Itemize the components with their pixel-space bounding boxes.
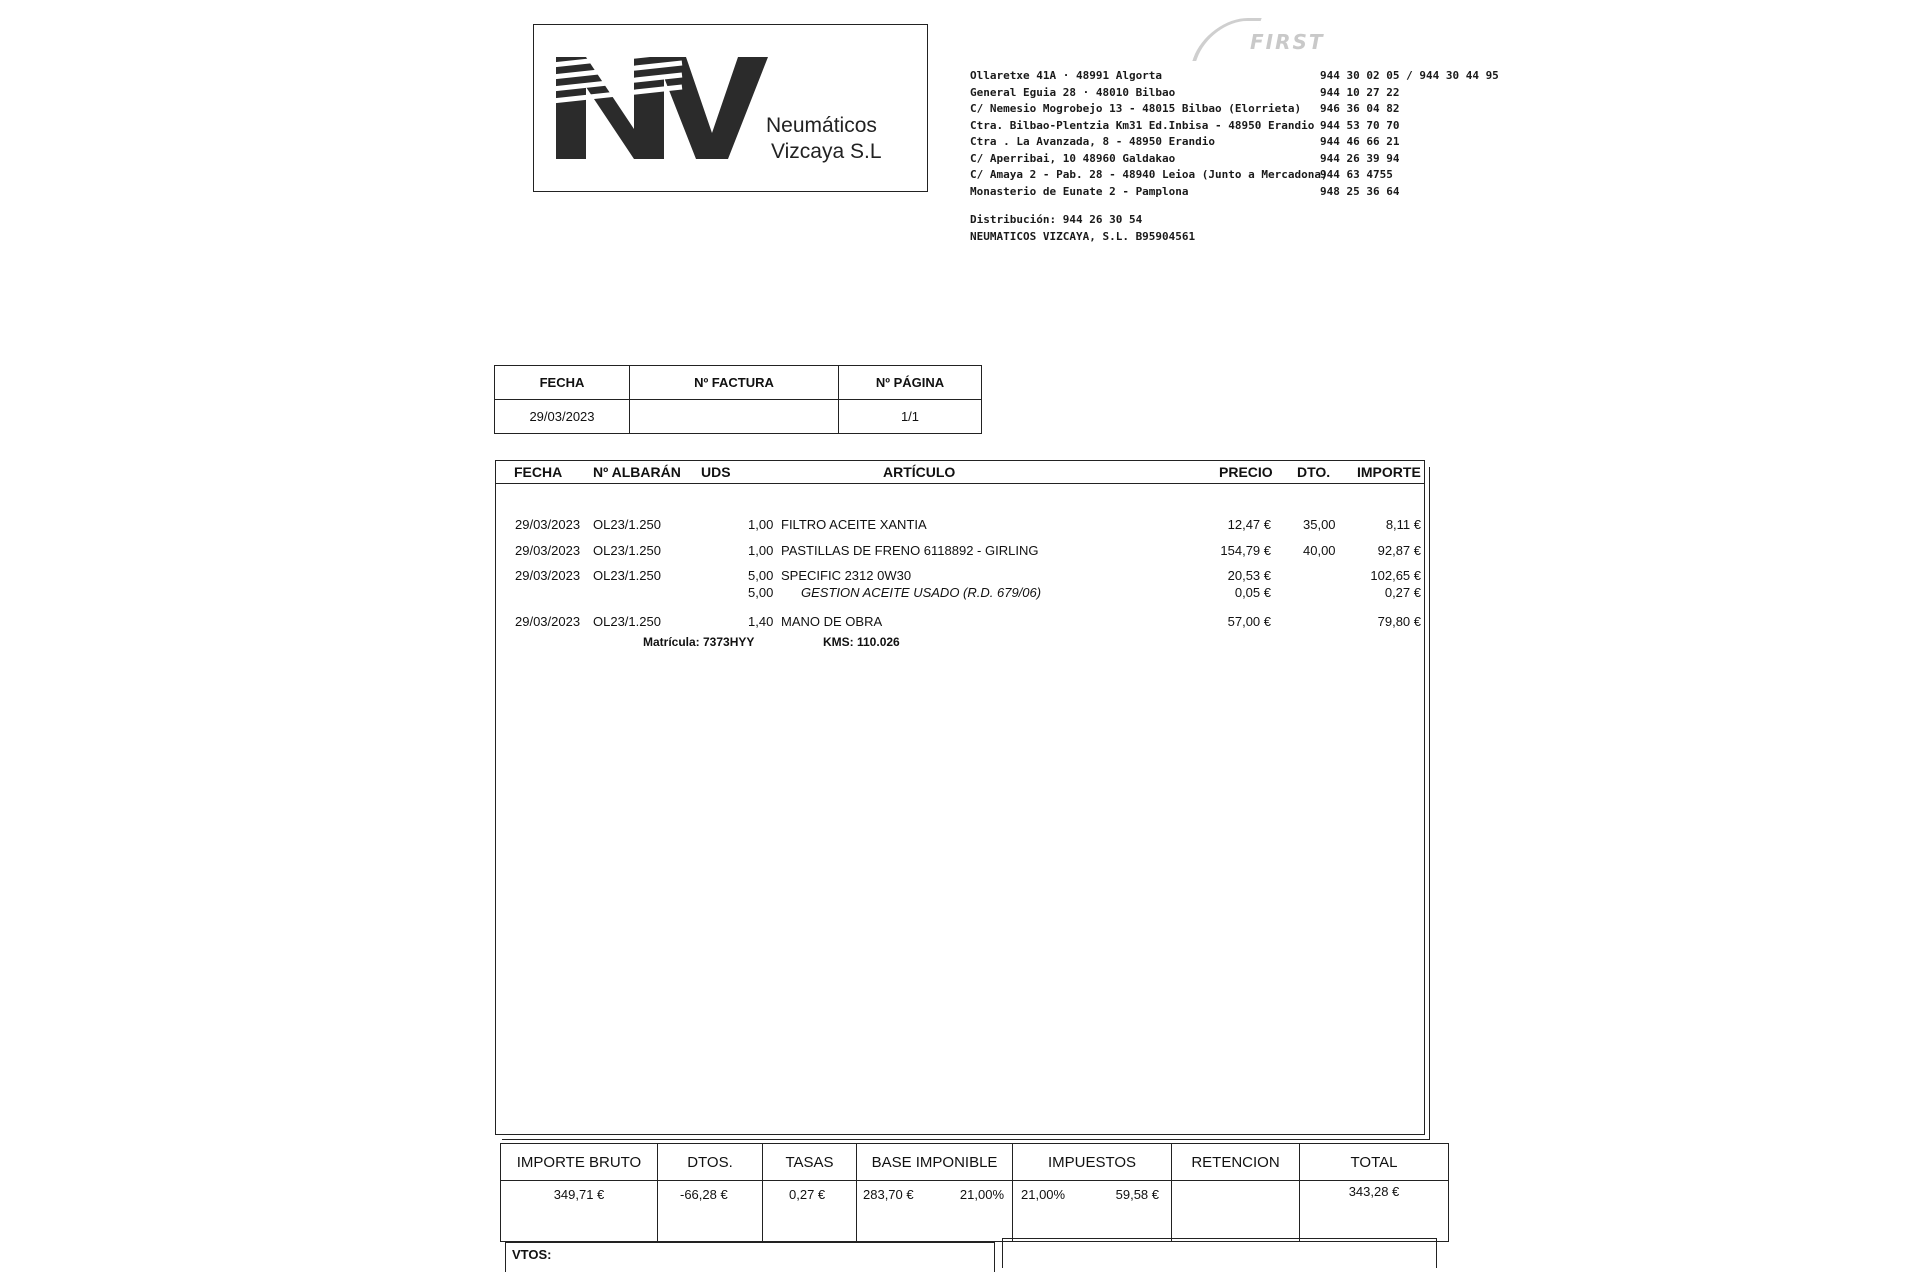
invoice-header-table — [494, 365, 982, 434]
table-row — [496, 568, 1426, 586]
company-tax-id: NEUMATICOS VIZCAYA, S.L. B95904561 — [970, 229, 1196, 243]
line-amount: 8,11 € — [1385, 517, 1421, 532]
address-phone: 944 46 66 21 — [1320, 135, 1400, 148]
line-price: 12,47 € — [1227, 517, 1271, 532]
address-phone: 944 63 4755 — [1320, 168, 1393, 181]
line-amount: 79,80 € — [1377, 614, 1421, 629]
totals-table — [500, 1143, 1449, 1242]
address-row — [970, 118, 1400, 135]
invoice-lines-frame — [495, 460, 1425, 1135]
address-text: C/ Nemesio Mogrobejo 13 - 48015 Bilbao (Elorrieta) — [970, 102, 1302, 115]
payment-box — [1002, 1238, 1437, 1268]
discounts-value: -66,28 € — [680, 1187, 728, 1202]
line-date: 29/03/2023 — [515, 543, 581, 558]
address-phone: 944 10 27 22 — [1320, 85, 1400, 99]
total-label: TOTAL — [1300, 1144, 1449, 1181]
address-row — [970, 134, 1400, 151]
vehicle-kms: KMS: 110.026 — [823, 635, 900, 649]
address-row — [970, 85, 1400, 102]
line-article: GESTION ACEITE USADO (R.D. 679/06) — [801, 585, 1042, 600]
line-price: 0,05 € — [1234, 585, 1271, 600]
logo-name-line2: Vizcaya S.L — [771, 140, 882, 163]
address-text: Ollaretxe 41A · 48991 Algorta — [970, 69, 1163, 82]
distribution-phone: Distribución: 944 26 30 54 — [970, 213, 1143, 226]
branch-addresses — [970, 68, 1499, 245]
table-row — [496, 543, 1426, 561]
address-row — [970, 167, 1400, 184]
address-phone: 944 26 39 94 — [1320, 151, 1400, 165]
line-albaran: OL23/1.250 — [593, 517, 661, 532]
line-date: 29/03/2023 — [515, 614, 581, 629]
fees-cell — [763, 1181, 857, 1242]
col-date-header: FECHA — [514, 464, 563, 480]
line-albaran: OL23/1.250 — [593, 614, 661, 629]
line-uds: 5,00 — [748, 585, 774, 600]
address-text: Monasterio de Eunate 2 - Pamplona — [970, 184, 1189, 198]
line-uds: 1,00 — [748, 543, 774, 558]
taxes-rate: 21,00% — [1021, 1187, 1066, 1202]
line-date: 29/03/2023 — [515, 517, 581, 532]
tax-base-label: BASE IMPONIBLE — [857, 1144, 1013, 1181]
col-amount-header: IMPORTE — [1357, 464, 1421, 480]
line-price: 20,53 € — [1227, 568, 1271, 583]
discounts-label: DTOS. — [658, 1144, 763, 1181]
lines-header — [496, 461, 1424, 484]
vehicle-plate: Matrícula: 7373HYY — [643, 635, 755, 649]
address-phone: 946 36 04 82 — [1320, 102, 1400, 115]
address-text: C/ Amaya 2 - Pab. 28 - 48940 Leioa (Junto a Mercadona) — [970, 168, 1328, 181]
gross-value: 349,71 € — [501, 1181, 658, 1242]
due-dates-box — [505, 1242, 995, 1272]
tax-base-cell — [857, 1181, 1013, 1242]
col-dto-header: DTO. — [1297, 464, 1331, 480]
col-price-header: PRECIO — [1219, 464, 1273, 480]
address-phone: 948 25 36 64 — [1320, 184, 1400, 198]
invoice-date: 29/03/2023 — [495, 400, 630, 434]
line-article: MANO DE OBRA — [781, 614, 883, 629]
line-amount: 102,65 € — [1370, 568, 1421, 583]
address-row — [970, 68, 1499, 85]
line-dto: 40,00 — [1303, 543, 1336, 558]
line-uds: 1,00 — [748, 517, 774, 532]
tax-base-amount: 283,70 € — [863, 1187, 914, 1202]
line-albaran: OL23/1.250 — [593, 543, 661, 558]
address-phone: 944 53 70 70 — [1320, 118, 1400, 132]
table-row — [496, 614, 1426, 632]
taxes-amount: 59,58 € — [1115, 1187, 1159, 1202]
col-article-header: ARTÍCULO — [883, 464, 956, 480]
line-date: 29/03/2023 — [515, 568, 581, 583]
line-albaran: OL23/1.250 — [593, 568, 661, 583]
company-logo-name — [766, 113, 882, 165]
withholding-label: RETENCION — [1172, 1144, 1300, 1181]
gross-label: IMPORTE BRUTO — [501, 1144, 658, 1181]
address-phone: 944 30 02 05 / 944 30 44 95 — [1320, 69, 1499, 82]
total-value: 343,28 € — [1300, 1181, 1449, 1242]
logo-name-line1: Neumáticos — [766, 114, 877, 137]
line-article: SPECIFIC 2312 0W30 — [781, 568, 912, 583]
line-price: 57,00 € — [1227, 614, 1271, 629]
taxes-label: IMPUESTOS — [1013, 1144, 1172, 1181]
address-row — [970, 151, 1400, 168]
address-text: Ctra . La Avanzada, 8 - 48950 Erandio — [970, 135, 1216, 148]
page-number-label: Nº PÁGINA — [839, 366, 982, 400]
line-dto: 35,00 — [1303, 517, 1336, 532]
line-uds: 1,40 — [748, 614, 774, 629]
col-uds-header: UDS — [701, 464, 731, 480]
table-row — [496, 517, 1426, 535]
table-row — [496, 585, 1426, 603]
withholding-value — [1172, 1181, 1300, 1242]
invoice-number-label: Nº FACTURA — [630, 366, 839, 400]
first-stamp — [1200, 18, 1330, 62]
discounts-cell — [658, 1181, 763, 1242]
line-price: 154,79 € — [1220, 543, 1271, 558]
col-albaran-header: Nº ALBARÁN — [593, 464, 681, 480]
taxes-cell — [1013, 1181, 1172, 1242]
invoice-number — [630, 400, 839, 434]
nv-logo-mark — [552, 51, 772, 163]
due-dates-label: VTOS: — [512, 1247, 552, 1262]
line-article: FILTRO ACEITE XANTIA — [781, 517, 927, 532]
address-row — [970, 101, 1400, 118]
stamp-text: FIRST — [1250, 30, 1325, 54]
tax-base-rate: 21,00% — [959, 1187, 1004, 1202]
line-amount: 92,87 € — [1377, 543, 1421, 558]
company-logo — [533, 24, 928, 192]
fees-value: 0,27 € — [789, 1187, 826, 1202]
fees-label: TASAS — [763, 1144, 857, 1181]
vehicle-info — [496, 635, 1426, 653]
line-uds: 5,00 — [748, 568, 774, 583]
address-row — [970, 184, 1400, 201]
address-text: Ctra. Bilbao-Plentzia Km31 Ed.Inbisa - 48950 Erandio — [970, 118, 1315, 132]
line-article: PASTILLAS DE FRENO 6118892 - GIRLING — [781, 543, 1039, 558]
date-label: FECHA — [495, 366, 630, 400]
page-number: 1/1 — [839, 400, 982, 434]
address-text: General Eguia 28 · 48010 Bilbao — [970, 85, 1176, 99]
line-amount: 0,27 € — [1384, 585, 1421, 600]
distribution-block — [970, 212, 1400, 245]
address-text: C/ Aperribai, 10 48960 Galdakao — [970, 151, 1176, 165]
